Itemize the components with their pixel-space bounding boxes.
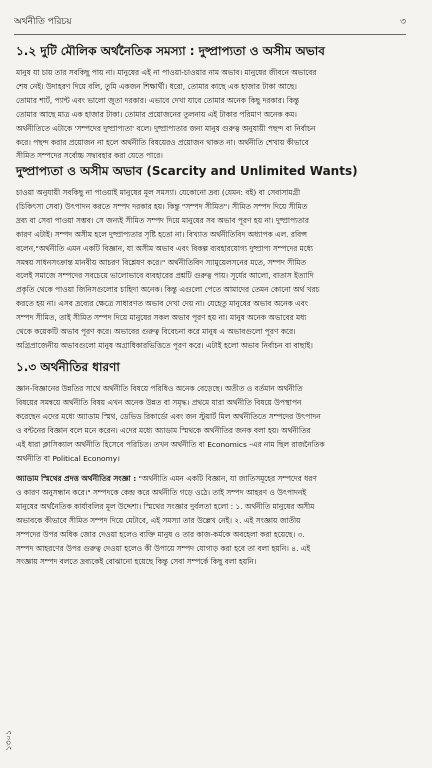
text-line: জ্ঞান-বিজ্ঞানের উন্নতির সাথে অর্থনীতি বিষয়ে পরিধিও অনেক বেড়েছে। অতীত ও বর্তমান অর্থনীতি (16, 384, 303, 393)
page-number: ৩ (400, 17, 406, 27)
scarcity-heading: দুষ্প্রাপ্যতা ও অসীম অভাব (Scarcity and Unlimited Wants) (16, 164, 358, 178)
text-line: ও কারণ অনুসন্ধান করে।" সম্পদকে কেন্দ্র করে অর্থনীতি গড়ে ওঠে। তাই সম্পদ আহরণ ও উৎপাদনই (16, 487, 307, 497)
text-line: তোমার আছে মাত্র এক হাজার টাকা। তোমার প্রয়োজনের তুলনায় এই টাকার পরিমাণ অনেক কম। (16, 109, 297, 119)
text-line: মানুষের অর্থনৈতিক কার্যাবলির মূল উদ্দেশ্য। স্মিথের সংজ্ঞার দুর্বলতা হলো : ১. অর্থনীতি মানুষের অসীম (16, 501, 315, 511)
text-line: অগ্রিপ্রাজেনীয় অভাবগুলো মানুষ অগ্রাধিকারভিত্তিতে পূরণ করে। এটাই হলো অভাব নির্বাচন বা বাছাই। (16, 340, 313, 350)
text-line: সংজ্ঞায় সম্পদ বলতে দ্রব্যকেই বোঝানো হয়েছে কিন্তু সেবা সম্পর্কে কিছু বলা হয়নি। (16, 557, 257, 567)
page-header (14, 14, 406, 35)
text-line: ও বন্টনের বিজ্ঞান বলে মনে করেন। এদের মধ্যে অ্যাডাম স্মিথকে অর্থনীতির জনক বলা হয়। অর্থনীতির (16, 425, 311, 435)
side-page-number: ১৩০১ (4, 730, 13, 751)
text-line: চাওয়া অনুযায়ী সবকিছু না পাওয়াই মানুষের মূল সমস্যা। যেকোনো দ্রব্য (যেমন: বই) বা সেবাসামগ্রী (16, 188, 301, 197)
smith-definition-text: "অর্থনীতি এমন একটি বিজ্ঞান, যা জাতিসমূহের সম্পদের ধরণ (136, 474, 317, 483)
text-line: সম্পদ সীমিত, তাই সীমিত সম্পদ দিয়ে মানুষের সকল অভাব পূরণ হয় না। মানুষ অনেক অভাবের মধ্য (16, 313, 307, 323)
text-line: মানুষ যা চায় তার সবকিছু পায় না। মানুষের এই না পাওয়া-চাওয়ার নাম অভাব। মানুষের জীবনে অভাবের (16, 68, 317, 77)
text-line: বলেন,"অর্থনীতি এমন একটি বিজ্ঞান, যা অসীম অভাব এবং বিকল্প ব্যবহারযোগ্য দুষ্প্রাপ্য সম্পদের মধ্যে (16, 243, 313, 253)
section-1-2-heading: ১.২ দুটি মৌলিক অর্থনৈতিক সমস্যা : দুষ্প্রাপ্যতা ও অসীম অভাব (16, 44, 325, 58)
section-1-2-paragraph (16, 66, 410, 163)
text-line: করেছেন এদের মধ্যে অ্যাডাম স্মিথ, ডেভিড রিকার্ডো এবং জন স্টুয়ার্ট মিল অর্থনীতিতে সম্পদের উৎপাদন (16, 411, 321, 421)
text-line: তোমার শার্ট, প্যান্ট এবং ভালো জুতা দরকার। এভাবে দেখা যাবে তোমার অনেক কিছু দরকার। কিন্তু (16, 95, 300, 105)
text-line: সম্পদের উপর অধিক জোর দেওয়া হলেও ব্যক্তি মানুষ ও তার কাজ-কর্মকে অবহেলা করা হয়েছে। ৩. (16, 529, 305, 539)
text-line: (চিকিৎসা সেবা) উৎপাদন করতে সম্পদ দরকার হয়। কিন্তু "সম্পদ সীমিত"। সীমিত সম্পদ দিয়ে সীমিত (16, 201, 308, 211)
section-1-3-paragraph (16, 382, 410, 465)
text-line: অর্থনীতি বা Political Economy। (16, 453, 120, 463)
running-title: অর্থনীতি পরিচয় (14, 17, 72, 27)
text-line: প্রকৃতি থেকে পাওয়া জিনিসগুলোর চাহিদা অনেক। কিন্তু এগুলো পেতে আমাদের তেমন কোনো অর্থ খরচ (16, 285, 320, 295)
scarcity-paragraph (16, 186, 410, 353)
smith-definition-lead: অ্যাডাম স্মিথের প্রদত্ত অর্থনীতির সংজ্ঞা : (16, 474, 137, 483)
section-1-3-heading: ১.৩ অর্থনীতির ধারণা (16, 360, 120, 374)
text-line: দ্রব্য বা সেবা পাওয়া সম্ভব। সে জন্যই সীমিত সম্পদ দিয়ে মানুষের সব অভাব পূরণ হয় না। দুষ্প্রাপ্যতার (16, 215, 309, 225)
text-line: অভাবকে কীভাবে সীমিত সম্পদ দিয়ে মেটাবে, এই সমস্যা তার উল্লেখ নেই। ২. এই সংজ্ঞায় জাতীয় (16, 515, 301, 525)
text-line: বিষয়ের সমন্বয়ে অর্থনীতি বিষয় এখন অনেক উন্নত বা সমৃদ্ধ। প্রথমে যারা অর্থনীতি বিষয়ে উপস্থাপন (16, 397, 302, 407)
text-line: সম্পদ আহরণের উপর গুরুত্ব দেওয়া হলেও কী উপায়ে সম্পদ যোগাড় করা হবে তা বলা হয়নি। ৪. এই (16, 543, 311, 553)
text-line: এই ধারা ক্লাসিক্যাল অর্থনীতি হিসেবে পরিচিত। তখন অর্থনীতি বা Economics -এর নাম ছিল রাজনৈতিক (16, 439, 325, 449)
smith-definition-paragraph (16, 472, 410, 569)
text-line: কারণ এটাই। সম্পদ অসীম হলে দুষ্প্রাপ্যতার সৃষ্টি হতো না। বিখ্যাত অর্থনীতিবিদ অধ্যাপক এল. রবিন্স (16, 229, 307, 239)
text-line (16, 472, 410, 486)
text-line: বলেই সমাজে সম্পদের সবচেয়ে ভালোভাবে ব্যবহারের প্রশ্নটি গুরুত্ব পায়। সূর্যের আলো, বাতাস ইত্যাদি (16, 271, 314, 281)
text-line: করে। পছন্দ করার প্রয়োজন না হলে অর্থনীতি বিষয়েরও প্রয়োজন থাকত না। অর্থনীতি শেখায় কীভাবে (16, 137, 309, 147)
text-line: শেষ নেই। উদাহরণ দিয়ে বলি, তুমি একজন শিক্ষার্থী। ধরো, তোমার কাছে এক হাজার টাকা আছে। (16, 81, 297, 91)
text-line: সীমিত সম্পদের সর্বোচ্চ সদ্ব্যবহার করা যেতে পারে। (16, 151, 163, 161)
text-line: সমন্বয় সাধনসংক্রান্ত মানবীয় আচরণ বিশ্লেষণ করে।" অর্থনীতিবিদ স্যামুয়েলসনের মতে, সম্পদ সীমিত (16, 257, 306, 267)
text-line: করতে হয় না। এসব দ্রব্যের ক্ষেত্রে সাধারণত অভাব দেখা দেয় না। যেহেতু মানুষের অভাব অনেক এবং (16, 299, 308, 309)
text-line: অর্থনীতিতে এটাকে 'সম্পদের দুষ্প্রাপ্যতা' বলে। দুষ্প্রাপ্যতার জন্য মানুষ গুরুত্ব অনুযায়ী পছন্দ বা নির্বাচন (16, 123, 316, 133)
text-line: থেকে কয়েকটি অভাব পূরণ করে। অভাবের গুরুত্ব বিবেচনা করে মানুষ এ অভাবগুলো পূরণ করে। (16, 327, 296, 337)
